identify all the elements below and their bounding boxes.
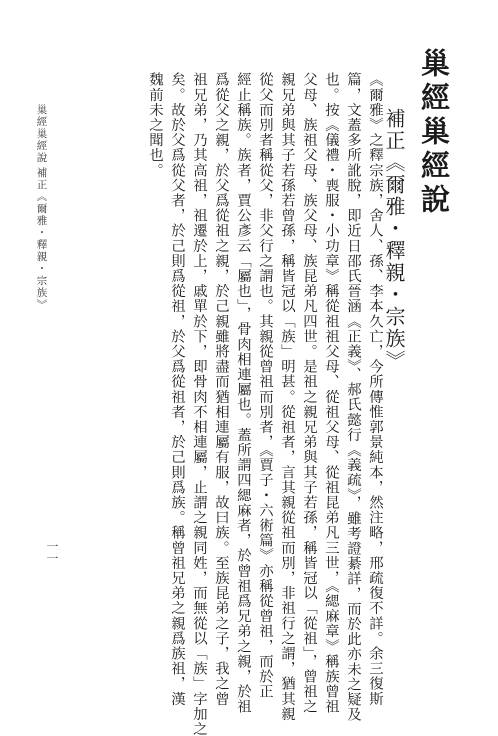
body-line: 篇，文蓋多所訛脫，即近日邵氏晉涵《正義》、郝氏懿行《義疏》，雖考證綦詳，而於此亦未之疑及 [345,72,361,722]
body-line: 魏前未之聞也。 [147,72,163,178]
body-line: 爲從父之親，於父爲從祖之親，於己親雖將盡而猶相連屬有服，故曰族。至族昆弟之子，我之曾 [213,72,229,707]
body-line: 從父而別者稱從父，非父行之謂也。其親從曾祖而別者，《賈子・六術篇》亦稱從曾祖，而於正 [257,72,273,699]
body-line: 經止稱族。族者，賈公彥云「屬也」，骨肉相連屬也。蓋所謂四緦麻者，於曾祖爲兄弟之親，於祖 [235,72,251,715]
book-title: 巢經巢經說 [417,48,451,218]
body-line: 也。按《儀禮・喪服・小功章》稱從祖祖父母、從祖父母、從祖昆弟凡三世，《緦麻章》稱族曾祖 [323,72,339,715]
body-line: 親兄弟與其子若孫若曾孫，稱皆冠以「族」明甚。從祖者，言其親從祖而別，非祖行之謂，猶其親 [279,72,295,722]
running-footer-section-title: 補正《爾雅・釋親・宗族》 [35,167,48,311]
running-footer-book-title: 巢經巢經說 [35,104,48,164]
section-title: 補正《爾雅・釋親・宗族》 [382,108,406,372]
body-line: 《爾雅》之釋宗族，舍人、孫、李本久亡，今所傳惟郭景純本，然注略，邢疏復不詳。余三復斯 [367,72,383,707]
page-number: 一一 [45,540,59,564]
body-line: 父母、族祖父母、族父母、族昆弟凡四世。是祖之親兄弟與其子若孫，稱皆冠以「從祖」，曾祖之 [301,72,317,715]
body-line: 祖兄弟，乃其高祖，祖遷於上，戚單於下，即骨肉不相連屬，止謂之親同姓，而無從以「族」字加之 [191,72,207,736]
body-line: 矣。故於父爲從父者，於己則爲從祖，於父爲從祖者，於己則爲族。稱曾祖兄弟之親爲族祖，漢 [169,72,185,707]
